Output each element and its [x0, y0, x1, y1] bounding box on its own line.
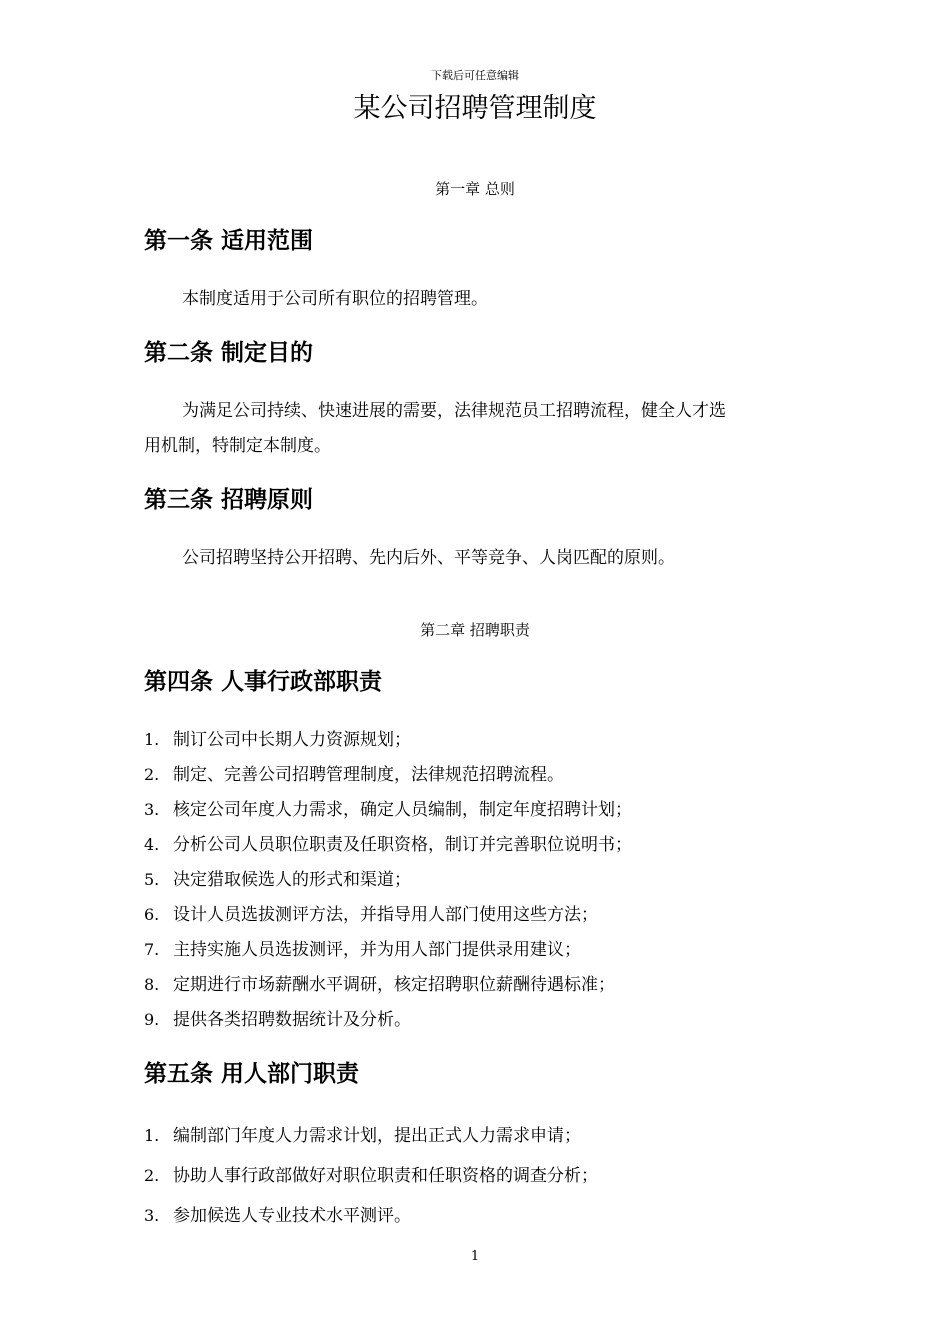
list-item-text: 编制部门年度人力需求计划，提出正式人力需求申请； [173, 1126, 581, 1146]
article-text-3: 公司招聘坚持公开招聘、先内后外、平等竞争、人岗匹配的原则。 [182, 548, 675, 568]
document-title: 某公司招聘管理制度 [353, 93, 597, 124]
article-heading-3: 第三条 招聘原则 [144, 487, 314, 513]
list-item [144, 1124, 581, 1148]
list-item-number: 9. [144, 1010, 160, 1029]
list-item-number: 2. [144, 1166, 160, 1185]
list-item-number: 4. [144, 835, 160, 854]
list-item-number: 5. [144, 870, 160, 889]
list-item-number: 8. [144, 975, 160, 994]
chapter-heading-1: 第一章 总则 [435, 180, 515, 198]
list-item-text: 分析公司人员职位职责及任职资格，制订并完善职位说明书； [173, 835, 632, 855]
list-item [144, 833, 632, 857]
article-text-2-line-2: 用机制，特制定本制度。 [144, 436, 331, 456]
list-item [144, 798, 632, 822]
list-item-number: 3. [144, 1206, 160, 1225]
list-item [144, 1164, 598, 1188]
list-item-number: 1. [144, 1126, 160, 1145]
list-item-text: 定期进行市场薪酬水平调研，核定招聘职位薪酬待遇标准； [173, 975, 615, 995]
list-item-text: 主持实施人员选拔测评，并为用人部门提供录用建议； [173, 940, 581, 960]
article-heading-5: 第五条 用人部门职责 [144, 1061, 360, 1087]
list-item-number: 7. [144, 940, 160, 959]
list-item-text: 设计人员选拔测评方法，并指导用人部门使用这些方法； [173, 905, 598, 925]
list-item [144, 938, 581, 962]
list-item [144, 903, 598, 927]
article-text-1: 本制度适用于公司所有职位的招聘管理。 [182, 289, 488, 309]
chapter-heading-2: 第二章 招聘职责 [420, 621, 530, 639]
article-heading-1: 第一条 适用范围 [144, 228, 314, 254]
list-item [144, 763, 564, 787]
list-item-text: 制定、完善公司招聘管理制度，法律规范招聘流程。 [173, 765, 564, 785]
list-item [144, 728, 411, 752]
list-item-text: 决定猎取候选人的形式和渠道； [173, 870, 411, 890]
page-number: 1 [470, 1249, 480, 1264]
list-item [144, 973, 615, 997]
list-item [144, 1204, 411, 1228]
list-item-number: 1. [144, 730, 160, 749]
article-text-2-line-1: 为满足公司持续、快速进展的需要，法律规范员工招聘流程，健全人才选 [182, 401, 726, 421]
article-heading-4: 第四条 人事行政部职责 [144, 669, 383, 695]
list-item-text: 提供各类招聘数据统计及分析。 [173, 1010, 411, 1030]
list-item-number: 3. [144, 800, 160, 819]
list-item [144, 868, 411, 892]
list-item-text: 参加候选人专业技术水平测评。 [173, 1206, 411, 1226]
list-item-text: 核定公司年度人力需求，确定人员编制，制定年度招聘计划； [173, 800, 632, 820]
list-item [144, 1008, 411, 1032]
header-note: 下载后可任意编辑 [431, 69, 519, 82]
list-item-text: 制订公司中长期人力资源规划； [173, 730, 411, 750]
list-item-number: 2. [144, 765, 160, 784]
article-heading-2: 第二条 制定目的 [144, 340, 314, 366]
list-item-number: 6. [144, 905, 160, 924]
list-item-text: 协助人事行政部做好对职位职责和任职资格的调查分析； [173, 1166, 598, 1186]
